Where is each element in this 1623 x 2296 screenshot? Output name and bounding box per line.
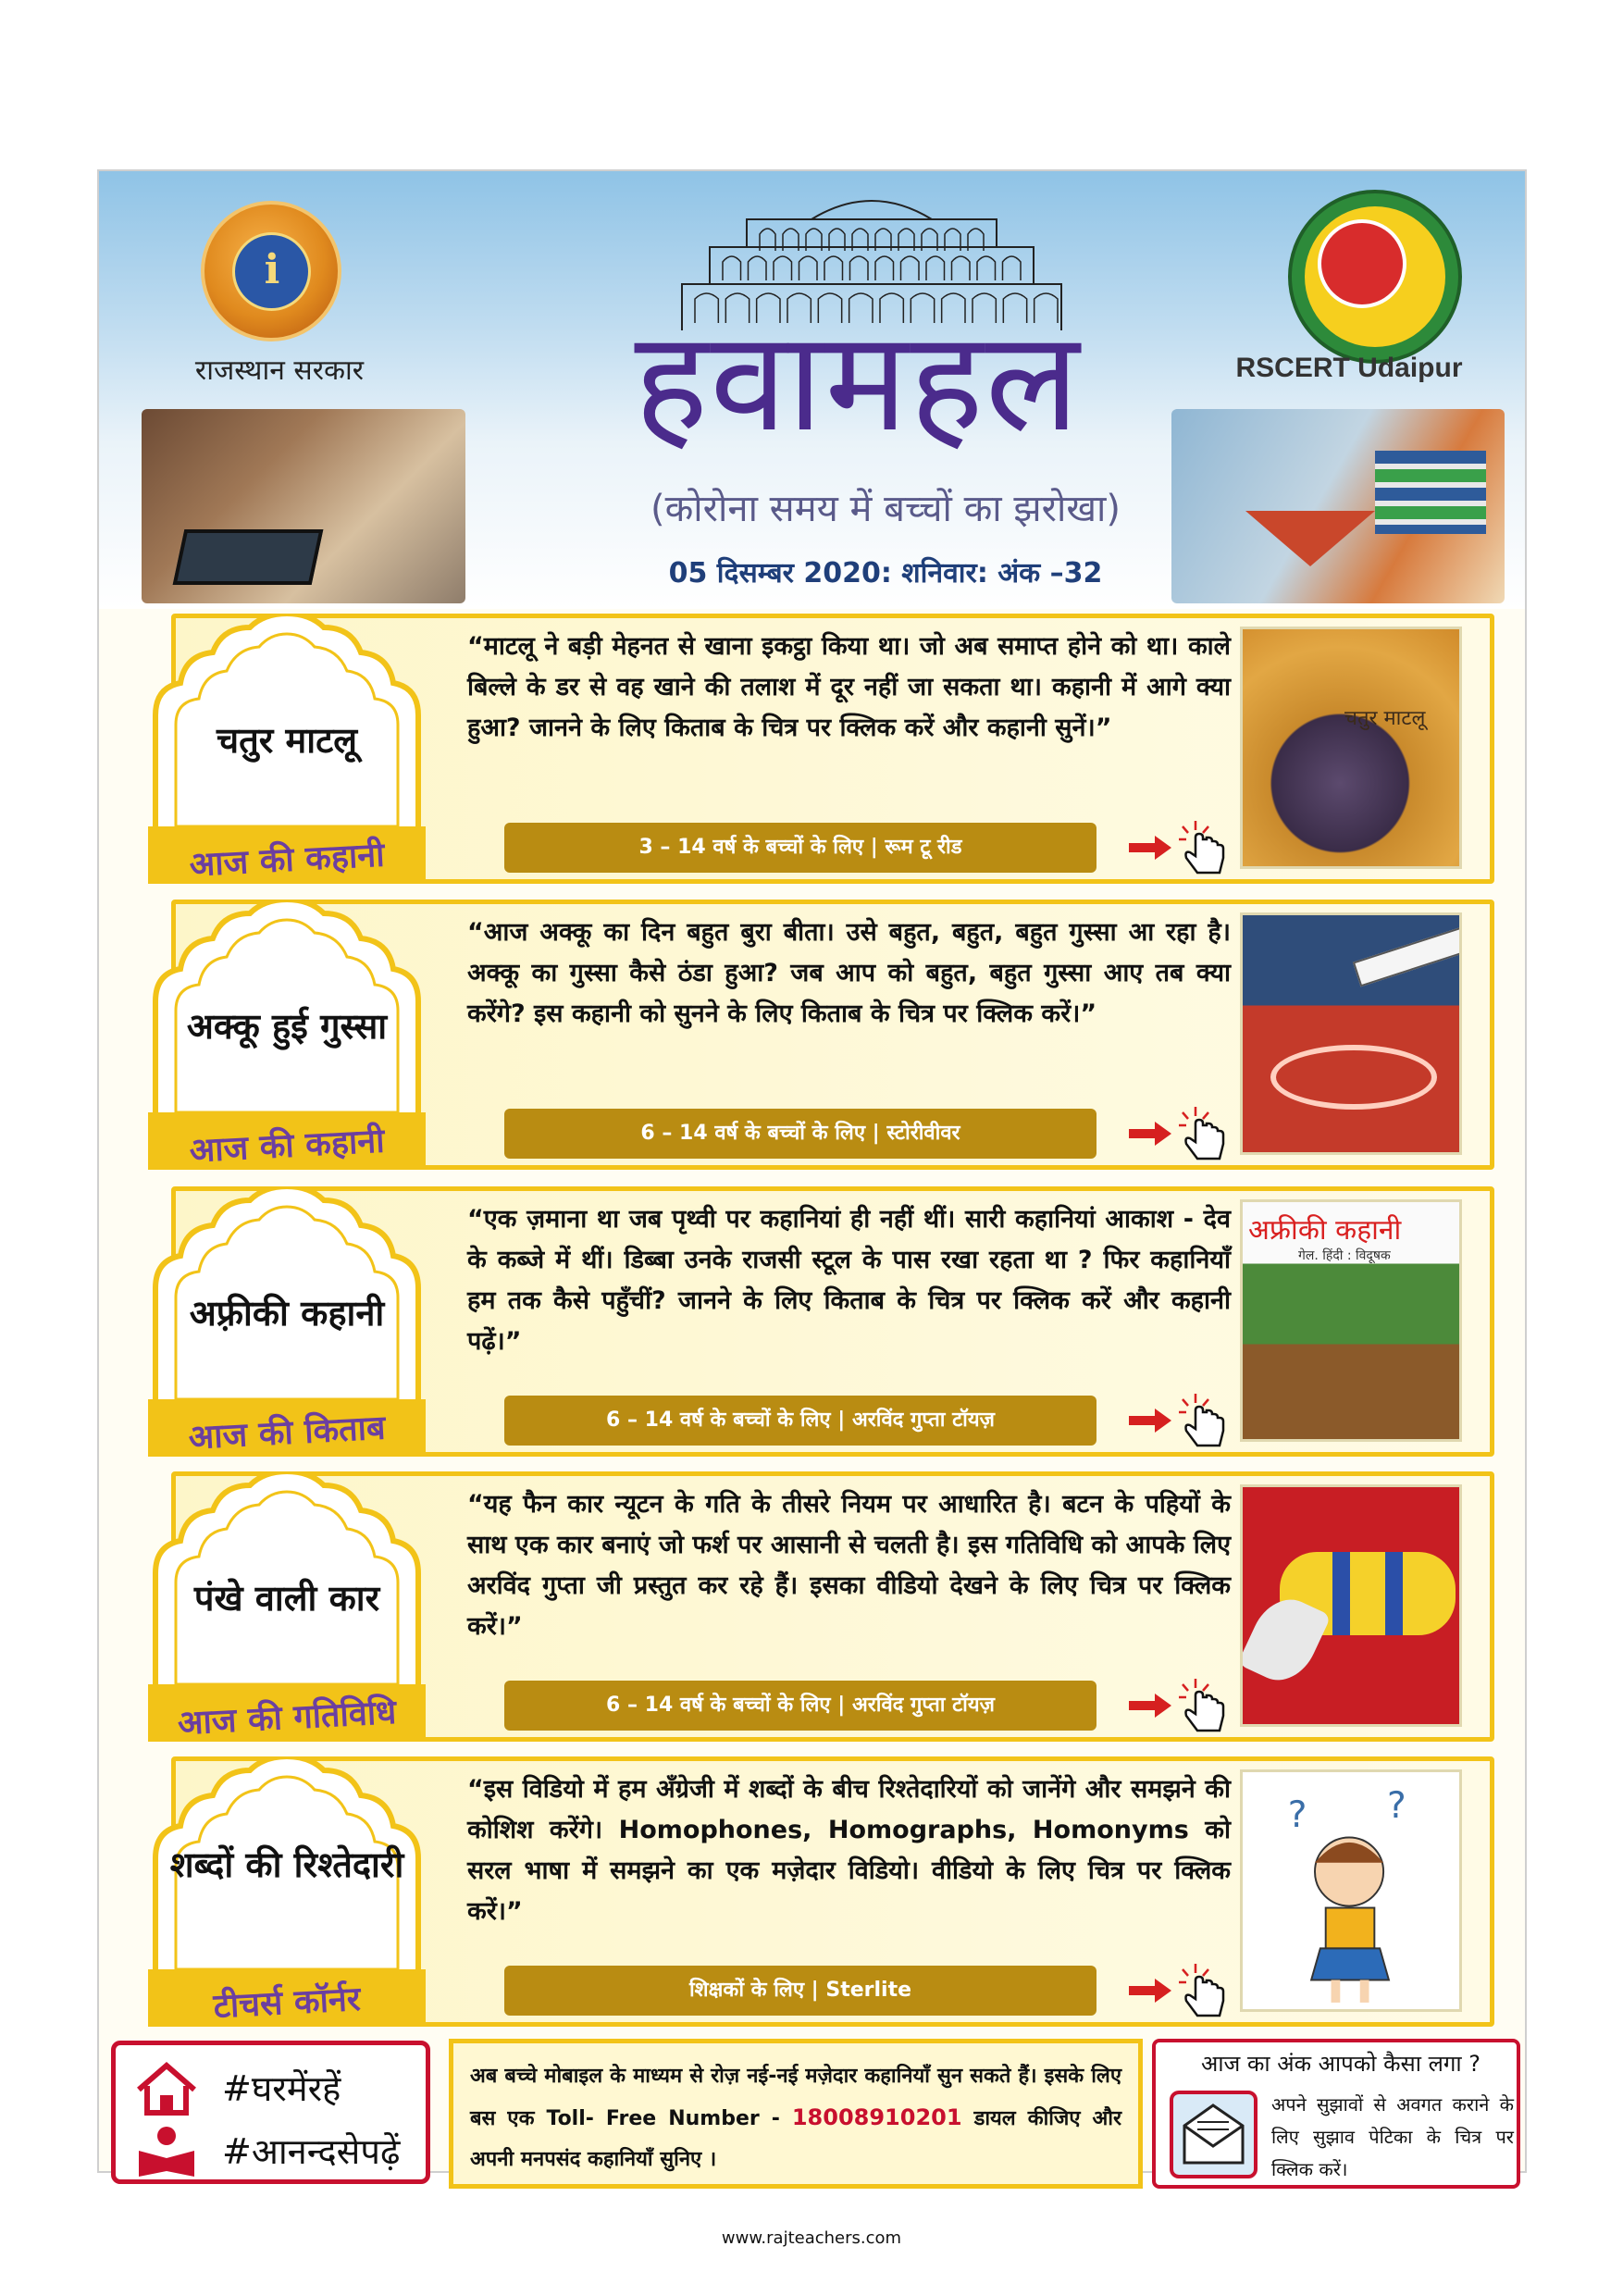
story-thumbnail[interactable] xyxy=(1240,912,1462,1155)
article-pankhe-wali-car xyxy=(148,1471,1494,1742)
article-afriki-kahani xyxy=(148,1186,1494,1457)
article-text: “यह फैन कार न्यूटन के गति के तीसरे नियम पर आधारित है। बटन के पहियों के साथ एक कार बनाएं जो फर्श पर आसानी से चलती है। इस गतिविधि को आपके लिए अरविंद गुप्ता जी प्रस्तुत कर रहे हैं। इसका वीडियो देखने के लिए चित्र पर क्लिक करें।” xyxy=(467,1490,1231,1641)
stay-home-row xyxy=(134,2062,430,2117)
article-category: आज की गतिविधि xyxy=(176,1693,398,1744)
envelope-icon xyxy=(1173,2094,1254,2175)
house-icon xyxy=(134,2062,199,2116)
gov-label: राजस्थान सरकार xyxy=(194,354,365,387)
arrow-right-icon xyxy=(1127,1407,1173,1434)
reading-person-icon xyxy=(134,2125,199,2178)
newsletter-subtitle: (कोरोना समय में बच्चों का झरोखा) xyxy=(650,488,1121,530)
toll-free-box xyxy=(449,2039,1143,2189)
hashtag-box xyxy=(111,2041,430,2184)
article-akku-hui-gussa xyxy=(148,900,1494,1170)
video-thumbnail[interactable] xyxy=(1240,1484,1462,1727)
rscert-emblem-icon xyxy=(1288,190,1462,364)
suggestion-box-icon[interactable] xyxy=(1170,2091,1258,2178)
article-text: “इस विडियो में हम अँग्रेजी में शब्दों के बीच रिश्तेदारियों को जानेंगे और समझने की कोशिश करेंगे। Homophones, Homographs, Homonyms को सरल भाषा में समझने का एक मज़ेदार विडियो। वीडियो के लिए चित्र पर क्लिक करें।” xyxy=(467,1775,1231,1926)
pointer-hand-icon[interactable] xyxy=(1175,1390,1231,1450)
toll-free-text: अब बच्चे मोबाइल के माध्यम से रोज़ नई-नई मज़ेदार कहानियाँ सुन सकते हैं। इसके लिए बस एक Toll- Free Number - xyxy=(470,2065,1121,2130)
audience-button[interactable]: 6 – 14 वर्ष के बच्चों के लिए | अरविंद गुप्ता टॉयज़ xyxy=(504,1396,1096,1446)
newsletter-title: हवामहल xyxy=(634,302,1082,463)
article-text: “एक ज़माना था जब पृथ्वी पर कहानियां ही नहीं थीं। सारी कहानियां आकाश - देव के कब्जे में थीं। डिब्बा उनके राजसी स्टूल के पास रखा रहता था ? फिर कहानियाँ हम तक कैसे पहुँचीं? जानने के लिए किताब के चित्र पर क्लिक करें और कहानी पढ़ें।” xyxy=(467,1205,1231,1356)
audience-button[interactable]: शिक्षकों के लिए | Sterlite xyxy=(504,1966,1096,2016)
article-title: पंखे वाली कार xyxy=(193,1578,380,1619)
masthead xyxy=(99,171,1525,609)
feedback-question: आज का अंक आपको कैसा लगा ? xyxy=(1201,2051,1481,2077)
pointer-hand-icon[interactable] xyxy=(1175,1675,1231,1735)
arrow-right-icon xyxy=(1127,1977,1173,2004)
rscert-label: RSCERT Udaipur xyxy=(1235,353,1463,383)
children-reading-photo xyxy=(142,409,465,603)
thumbnail-title: अफ्रीकी कहानी xyxy=(1248,1214,1402,1247)
toll-free-number[interactable]: 18008910201 xyxy=(791,2104,962,2130)
arrow-right-icon xyxy=(1127,1120,1173,1148)
pointer-hand-icon[interactable] xyxy=(1175,817,1231,877)
story-thumbnail[interactable] xyxy=(1240,627,1462,869)
article-category: आज की किताब xyxy=(187,1409,387,1458)
feedback-box xyxy=(1152,2039,1520,2189)
confused-girl-icon xyxy=(1243,1772,1459,2009)
arrow-right-icon xyxy=(1127,1692,1173,1719)
read-happily-hashtag: #आनन्दसेपढ़ें xyxy=(222,2131,401,2172)
article-category: आज की कहानी xyxy=(188,1122,386,1171)
article-text: “माटलू ने बड़ी मेहनत से खाना इकट्ठा किया था। जो अब समाप्त होने को था। काले बिल्ले के डर से वह खाने की तलाश में दूर नहीं जा सकता था। कहानी में आगे क्या हुआ? जानने के लिए किताब के चित्र पर क्लिक करें और कहानी सुनें।” xyxy=(467,632,1231,742)
pointer-hand-icon[interactable] xyxy=(1175,1960,1231,2020)
article-chatur-matlu xyxy=(148,614,1494,884)
pointer-hand-icon[interactable] xyxy=(1175,1103,1231,1163)
article-title: शब्दों की रिश्तेदारी xyxy=(169,1844,404,1885)
issue-dateline: 05 दिसम्बर 2020: शनिवार: अंक –32 xyxy=(668,557,1103,590)
book-thumbnail[interactable] xyxy=(1240,1199,1462,1442)
toll-free-text-2: डायल कीजिए और अपनी मनपसंद कहानियाँ सुनिए । xyxy=(470,2107,1121,2171)
article-category: टीचर्स कॉर्नर xyxy=(212,1980,362,2027)
read-happily-row xyxy=(134,2125,430,2180)
thumbnail-title: चतुर माटलू xyxy=(1344,707,1426,730)
article-title: अफ़्रीकी कहानी xyxy=(189,1293,385,1334)
stay-home-hashtag: #घरमेंरहें xyxy=(222,2068,341,2109)
svg-text:?: ? xyxy=(1387,1785,1406,1828)
website-link[interactable]: www.rajteachers.com xyxy=(721,2228,902,2248)
video-thumbnail[interactable] xyxy=(1240,1769,1462,2012)
rajasthan-govt-emblem-icon: ℹ xyxy=(201,201,341,341)
article-title: चतुर माटलू xyxy=(216,720,358,761)
feedback-text: अपने सुझावों से अवगत कराने के लिए सुझाव पेटिका के चित्र पर क्लिक करें। xyxy=(1271,2093,1514,2180)
arrow-right-icon xyxy=(1127,834,1173,862)
article-text: “आज अक्कू का दिन बहुत बुरा बीता। उसे बहुत, बहुत, बहुत गुस्सा आ रहा है। अक्कू का गुस्सा कैसे ठंडा हुआ? जब आप को बहुत, बहुत गुस्सा आए तब क्या करेंगे? इस कहानी को सुनने के लिए किताब के चित्र पर क्लिक करें।” xyxy=(467,918,1231,1028)
article-category: आज की कहानी xyxy=(188,836,386,885)
thumbnail-credit: गेल. हिंदी : विदूषक xyxy=(1298,1248,1391,1263)
svg-text:?: ? xyxy=(1287,1793,1307,1836)
audience-button[interactable]: 3 – 14 वर्ष के बच्चों के लिए | रूम टू रीड xyxy=(504,823,1096,873)
audience-button[interactable]: 6 – 14 वर्ष के बच्चों के लिए | स्टोरीवीवर xyxy=(504,1109,1096,1159)
audience-button[interactable]: 6 – 14 वर्ष के बच्चों के लिए | अरविंद गुप्ता टॉयज़ xyxy=(504,1681,1096,1731)
article-title: अक्कू हुई गुस्सा xyxy=(186,1006,388,1047)
article-shabdon-ki-rishtedari xyxy=(148,1756,1494,2027)
